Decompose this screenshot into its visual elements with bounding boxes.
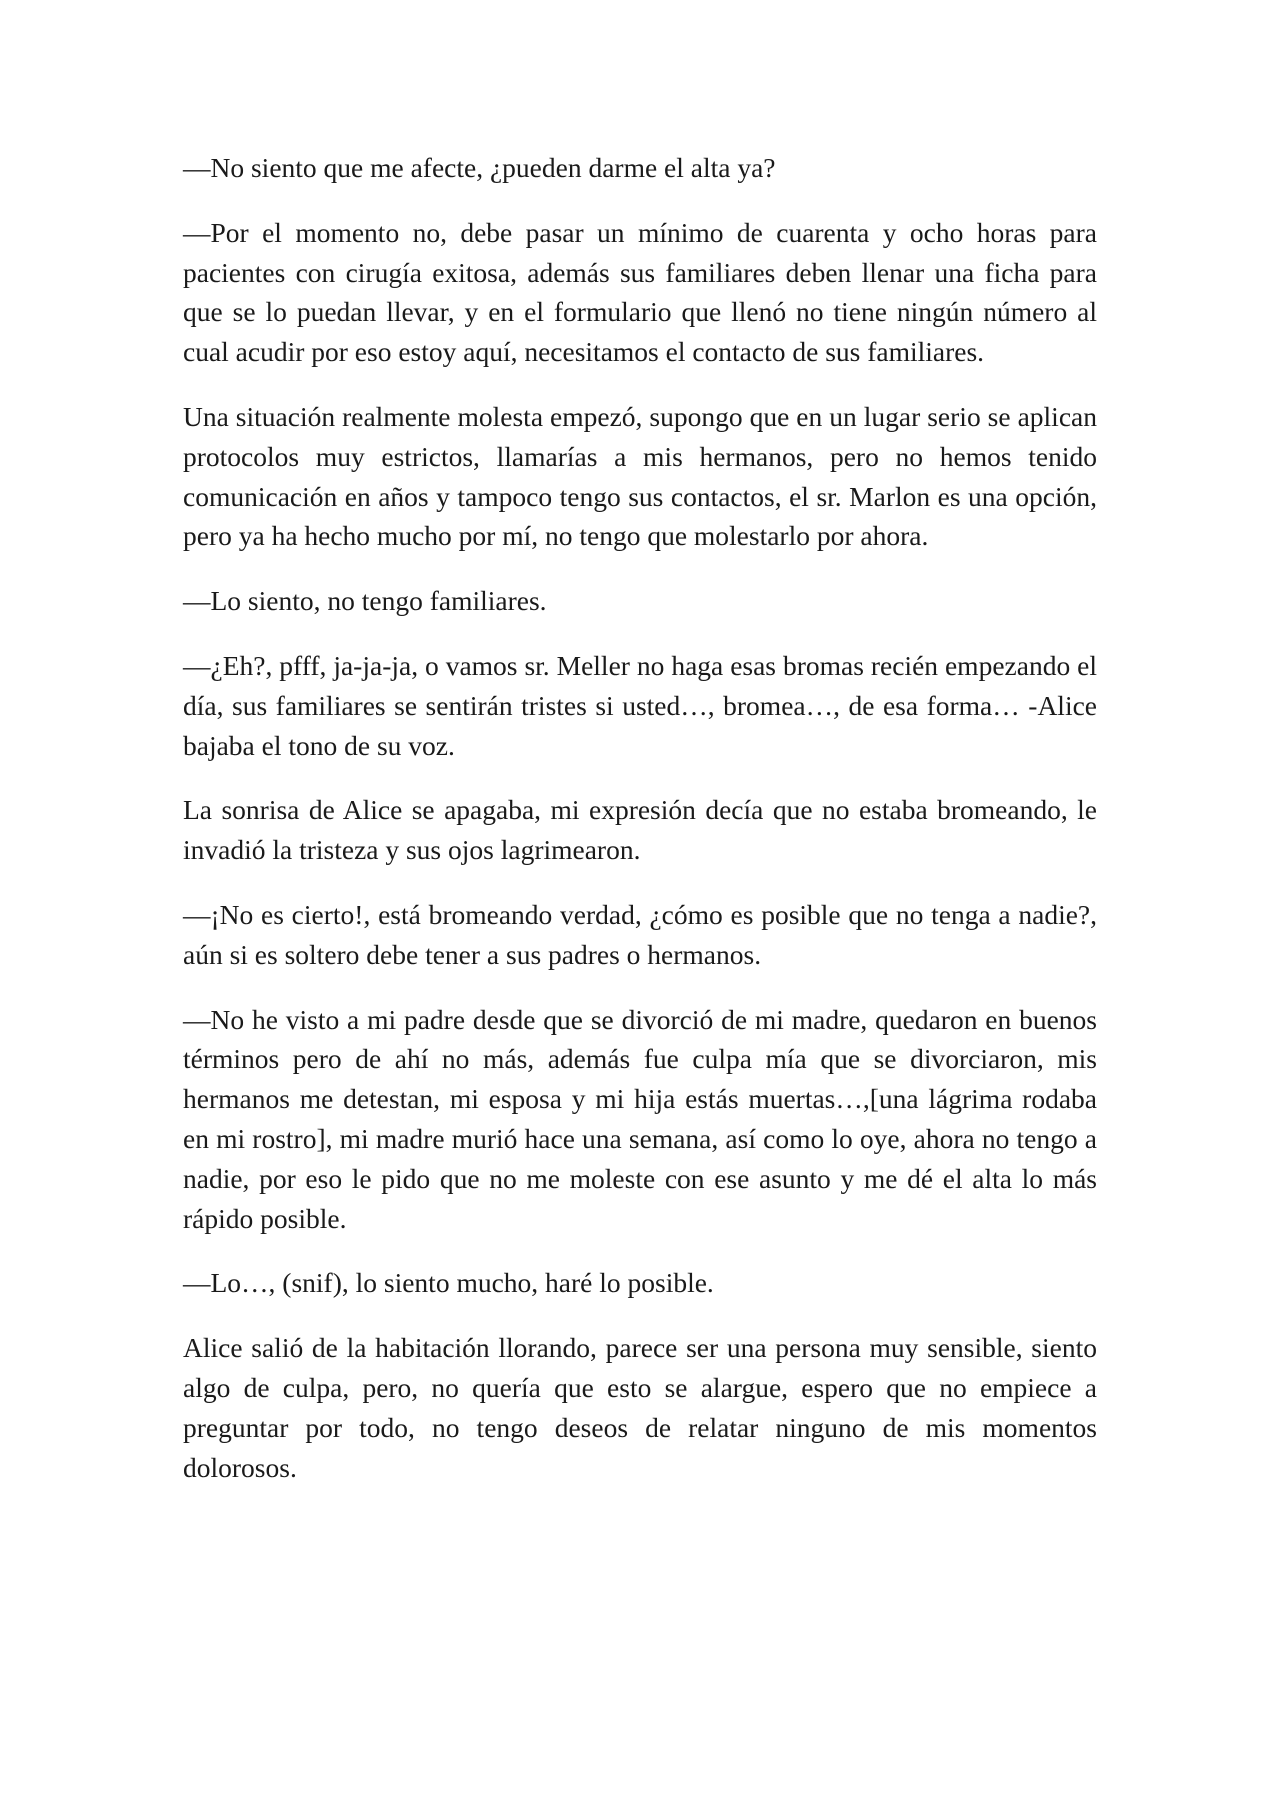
paragraph-6: La sonrisa de Alice se apagaba, mi expresión decía que no estaba bromeando, le invadió la tristeza y sus ojos lagrimearon.	[183, 794, 1097, 866]
paragraph-10: Alice salió de la habitación llorando, parece ser una persona muy sensible, siento algo de culpa, pero, no quería que esto se alargue, espero que no empiece a preguntar por todo, no tengo deseos de relatar ninguno de mis momentos dolorosos.	[183, 1332, 1097, 1483]
document-page	[183, 148, 1097, 1512]
paragraph-9: —Lo…, (snif), lo siento mucho, haré lo posible.	[183, 1267, 714, 1299]
paragraph-4: —Lo siento, no tengo familiares.	[183, 585, 547, 617]
paragraph-1: —No siento que me afecte, ¿pueden darme el alta ya?	[183, 152, 776, 183]
paragraph-7: —¡No es cierto!, está bromeando verdad, ¿cómo es posible que no tenga a nadie?, aún si es soltero debe tener a sus padres o hermanos.	[183, 898, 1097, 970]
paragraph-5: —¿Eh?, pfff, ja-ja-ja, o vamos sr. Meller no haga esas bromas recién empezando el día, sus familiares se sentirán tristes si usted…, bromea…, de esa forma… -Alice bajaba el tono de su voz.	[183, 649, 1097, 761]
paragraph-2: —Por el momento no, debe pasar un mínimo de cuarenta y ocho horas para pacientes con cirugía exitosa, además sus familiares deben llenar una ficha para que se lo puedan llevar, y en el formulario que llenó no tiene ningún número al cual acudir por eso estoy aquí, necesitamos el contacto de sus familiares.	[183, 216, 1097, 368]
paragraph-3: Una situación realmente molesta empezó, supongo que en un lugar serio se aplican protocolos muy estrictos, llamarías a mis hermanos, pero no hemos tenido comunicación en años y tampoco tengo sus contactos, el sr. Marlon es una opción, pero ya ha hecho mucho por mí, no tengo que molestarlo por ahora.	[183, 400, 1097, 552]
paragraph-8: —No he visto a mi padre desde que se divorció de mi madre, quedaron en buenos términos pero de ahí no más, además fue culpa mía que se divorciaron, mis hermanos me detestan, mi esposa y mi hija estás muertas…,[una lágrima rodaba en mi rostro], mi madre murió hace una semana, así como lo oye, ahora no tengo a nadie, por eso le pido que no me moleste con ese asunto y me dé el alta lo más rápido posible.	[183, 1003, 1097, 1234]
